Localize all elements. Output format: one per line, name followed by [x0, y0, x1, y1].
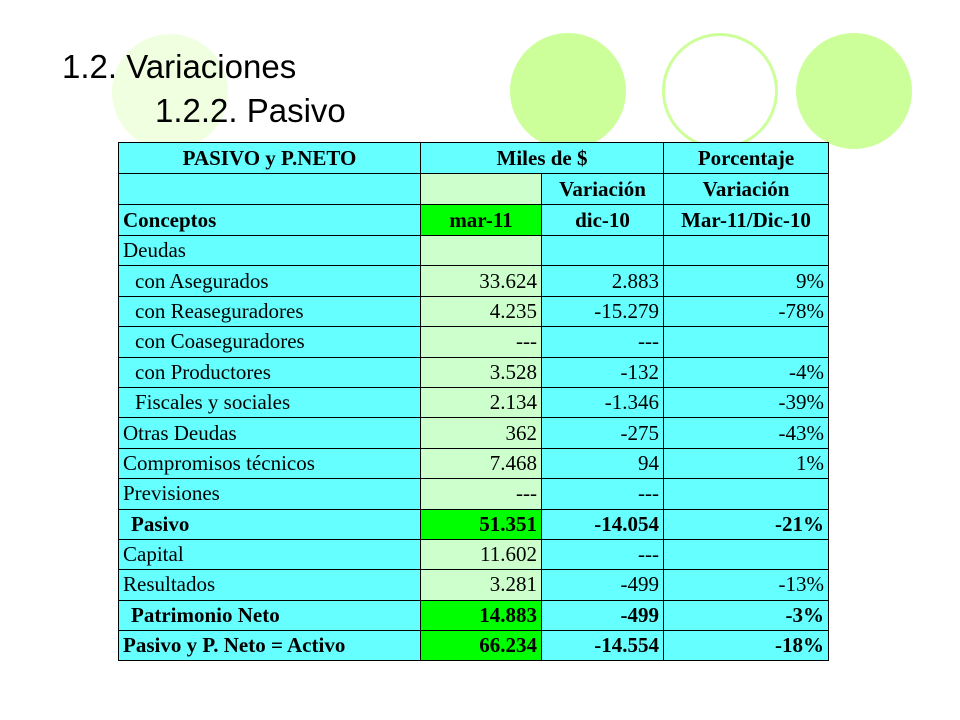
pasivo-table: [118, 142, 829, 661]
table-row: [119, 539, 829, 569]
row-label: Capital: [119, 539, 421, 569]
row-value-dic10: -499: [542, 600, 664, 630]
row-value-dic10: ---: [542, 479, 664, 509]
row-value-mar11: 3.528: [421, 357, 542, 387]
row-value-dic10: 2.883: [542, 266, 664, 296]
header-empty-b: [421, 174, 542, 205]
row-value-pct: -39%: [664, 387, 829, 417]
row-value-pct: [664, 479, 829, 509]
row-value-dic10: -14.554: [542, 631, 664, 661]
row-label: con Productores: [119, 357, 421, 387]
decor-circle-1: [510, 33, 626, 149]
row-value-pct: 9%: [664, 266, 829, 296]
header-row-3: [119, 205, 829, 236]
row-value-pct: [664, 236, 829, 266]
row-value-dic10: -15.279: [542, 296, 664, 326]
row-value-dic10: 94: [542, 448, 664, 478]
decor-circle-3: [796, 33, 912, 149]
row-value-dic10: -499: [542, 570, 664, 600]
row-label: Compromisos técnicos: [119, 448, 421, 478]
row-total: [119, 631, 829, 661]
row-pasivo: [119, 509, 829, 539]
row-value-pct: -43%: [664, 418, 829, 448]
row-label: Deudas: [119, 236, 421, 266]
row-value-pct: -4%: [664, 357, 829, 387]
row-value-dic10: -275: [542, 418, 664, 448]
header-mar11: mar-11: [421, 205, 542, 236]
row-value-mar11: 51.351: [421, 509, 542, 539]
row-label: con Asegurados: [119, 266, 421, 296]
row-value-pct: [664, 327, 829, 357]
row-label: Pasivo y P. Neto = Activo: [119, 631, 421, 661]
row-value-mar11: 7.468: [421, 448, 542, 478]
table-row: [119, 418, 829, 448]
row-label: Pasivo: [119, 509, 421, 539]
row-value-mar11: 11.602: [421, 539, 542, 569]
header-miles: Miles de $: [421, 143, 664, 174]
table-row: [119, 327, 829, 357]
row-label: con Reaseguradores: [119, 296, 421, 326]
header-variacion-2: Variación: [664, 174, 829, 205]
row-value-dic10: -1.346: [542, 387, 664, 417]
row-value-pct: -13%: [664, 570, 829, 600]
row-value-pct: [664, 539, 829, 569]
row-value-mar11: ---: [421, 327, 542, 357]
row-value-pct: -78%: [664, 296, 829, 326]
header-row-2: [119, 174, 829, 205]
table-row: [119, 479, 829, 509]
table-row: [119, 296, 829, 326]
row-value-mar11: ---: [421, 479, 542, 509]
table-row: [119, 448, 829, 478]
row-value-dic10: ---: [542, 327, 664, 357]
row-value-pct: -3%: [664, 600, 829, 630]
row-label: Patrimonio Neto: [119, 600, 421, 630]
slide-subtitle: 1.2.2. Pasivo: [155, 92, 346, 129]
row-value-mar11: 3.281: [421, 570, 542, 600]
slide-title: 1.2. Variaciones: [62, 48, 297, 85]
row-label: Otras Deudas: [119, 418, 421, 448]
row-value-pct: -18%: [664, 631, 829, 661]
row-patrimonio: [119, 600, 829, 630]
header-mar-dic: Mar-11/Dic-10: [664, 205, 829, 236]
row-value-pct: -21%: [664, 509, 829, 539]
header-empty-a: [119, 174, 421, 205]
row-value-mar11: 14.883: [421, 600, 542, 630]
header-dic10: dic-10: [542, 205, 664, 236]
table-row: [119, 357, 829, 387]
row-label: Resultados: [119, 570, 421, 600]
row-label: Previsiones: [119, 479, 421, 509]
table-row: [119, 387, 829, 417]
row-value-mar11: 4.235: [421, 296, 542, 326]
header-porcentaje: Porcentaje: [664, 143, 829, 174]
row-value-mar11: [421, 236, 542, 266]
row-value-mar11: 2.134: [421, 387, 542, 417]
row-value-dic10: [542, 236, 664, 266]
row-value-mar11: 66.234: [421, 631, 542, 661]
row-value-dic10: -132: [542, 357, 664, 387]
row-value-mar11: 33.624: [421, 266, 542, 296]
row-label: Fiscales y sociales: [119, 387, 421, 417]
header-pasivo: PASIVO y P.NETO: [119, 143, 421, 174]
row-value-mar11: 362: [421, 418, 542, 448]
header-conceptos: Conceptos: [119, 205, 421, 236]
row-value-dic10: -14.054: [542, 509, 664, 539]
table-row: [119, 236, 829, 266]
row-value-pct: 1%: [664, 448, 829, 478]
header-row-1: [119, 143, 829, 174]
row-value-dic10: ---: [542, 539, 664, 569]
header-variacion-1: Variación: [542, 174, 664, 205]
row-label: con Coaseguradores: [119, 327, 421, 357]
decor-circle-2: [662, 33, 778, 149]
table-row: [119, 570, 829, 600]
table-row: [119, 266, 829, 296]
